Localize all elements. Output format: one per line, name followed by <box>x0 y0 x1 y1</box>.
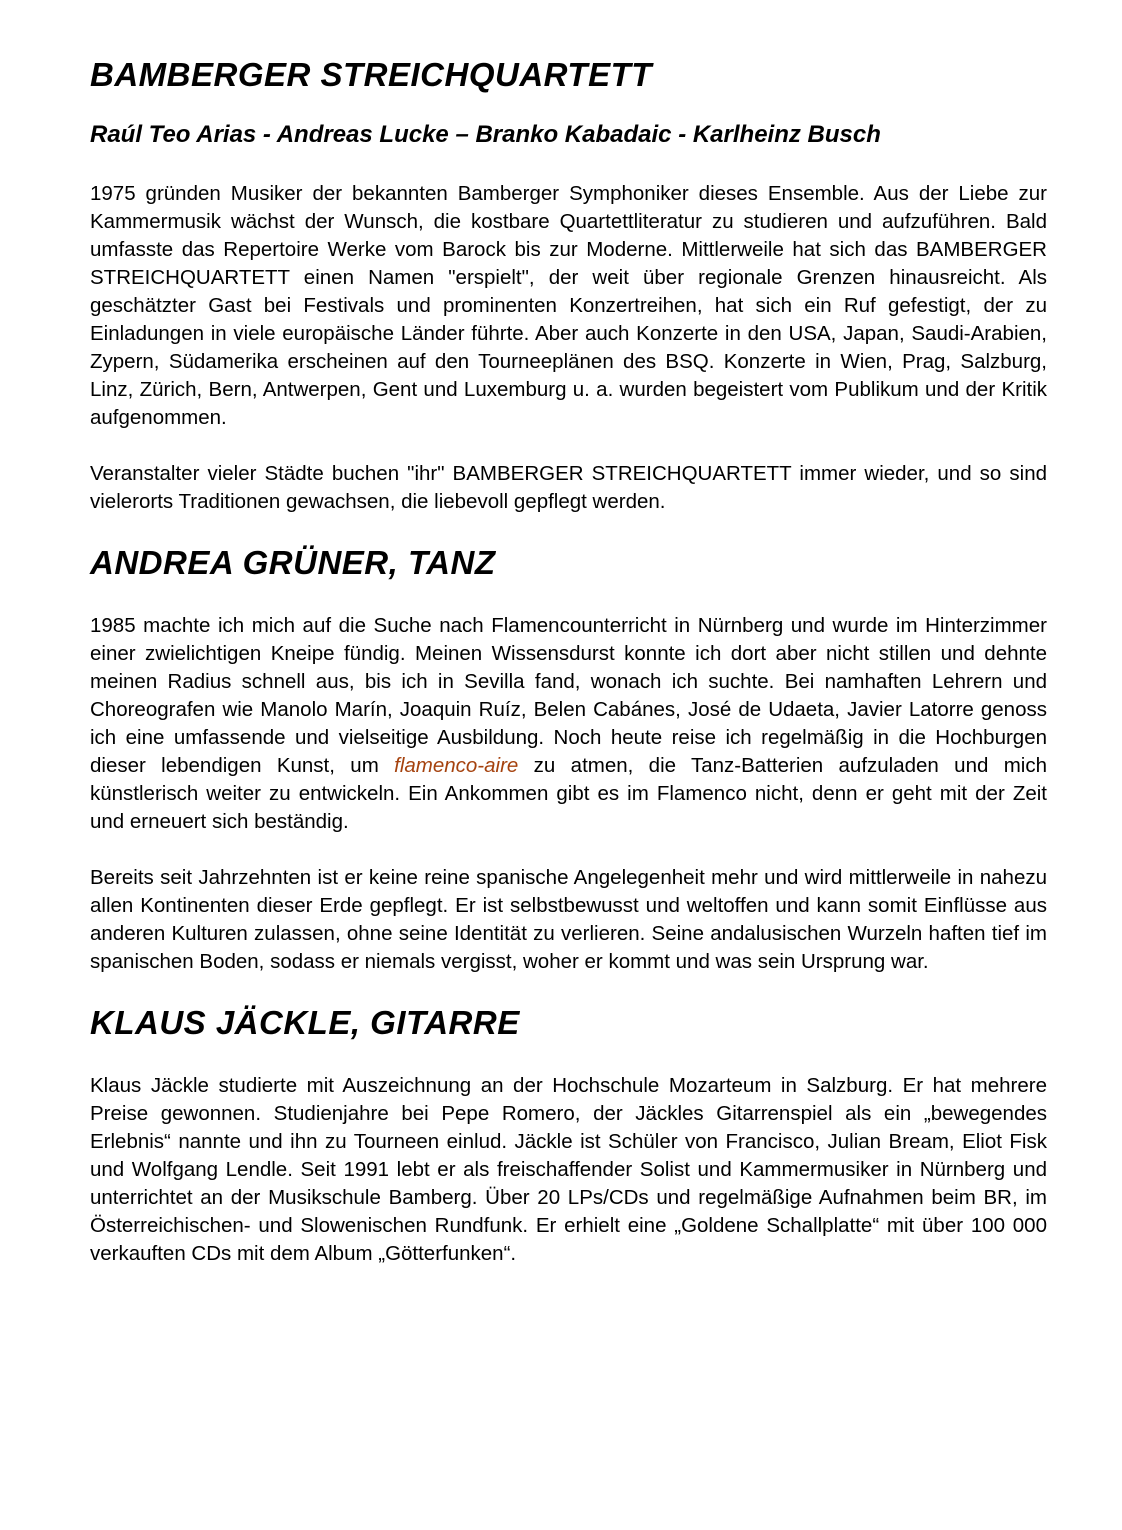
jaeckle-paragraph-1: Klaus Jäckle studierte mit Auszeichnung an der Hochschule Mozarteum in Salzburg. Er hat mehrere Preise gewonnen. Studienjahre bei Pepe Romero, der Jäckles Gitarrenspiel als ein „bewegendes Erlebnis“ nannte und ihn zu Tourneen einlud. Jäckle ist Schüler von Francisco, Julian Bream, Eliot Fisk und Wolfgang Lendle. Seit 1991 lebt er als freischaffender Solist und Kammermusiker in Nürnberg und unterrichtet an der Musikschule Bamberg. Über 20 LPs/CDs und regelmäßige Aufnahmen beim BR, im Österreichischen- und Slowenischen Rundfunk. Er erhielt eine „Goldene Schallplatte“ mit über 100 000 verkauften CDs mit dem Album „Götterfunken“. <box>90 1073 1047 1265</box>
bamberger-paragraph-2: Veranstalter vieler Städte buchen "ihr" BAMBERGER STREICHQUARTETT immer wieder, und so sind vielerorts Traditionen gewachsen, die liebevoll gepflegt werden. <box>90 461 1047 513</box>
gruener-paragraph-2: Bereits seit Jahrzehnten ist er keine reine spanische Angelegenheit mehr und wird mittlerweile in nahezu allen Kontinenten dieser Erde gepflegt. Er ist selbstbewusst und weltoffen und kann somit Einflüsse aus anderen Kulturen zulassen, ohne seine Identität zu verlieren. Seine andalusischen Wurzeln haften tief im spanischen Boden, sodass er niemals vergisst, woher er kommt und was sein Ursprung war. <box>90 865 1047 973</box>
gruener-paragraph-1-after: zu atmen, die Tanz-Batterien aufzuladen und mich künstlerisch weiter zu entwickeln. Ein Ankommen gibt es im Flamenco nicht, denn er geht mit der Zeit und erneuert sich beständig. <box>90 753 1048 833</box>
bamberger-paragraph-1: 1975 gründen Musiker der bekannten Bamberger Symphoniker dieses Ensemble. Aus der Liebe zur Kammermusik wächst der Wunsch, die kostbare Quartettliteratur zu studieren und aufzuführen. Bald umfasste das Repertoire Werke vom Barock bis zur Moderne. Mittlerweile hat sich das BAMBERGER STREICHQUARTETT einen Namen "erspielt", der weit über regionale Grenzen hinausreicht. Als geschätzter Gast bei Festivals und prominenten Konzertreihen, hat sich ein Ruf gefestigt, der zu Einladungen in viele europäische Länder führte. Aber auch Konzerte in den USA, Japan, Saudi-Arabien, Zypern, Südamerika erscheinen auf den Tourneeplänen des BSQ. Konzerte in Wien, Prag, Salzburg, Linz, Zürich, Bern, Antwerpen, Gent und Luxemburg u. a. wurden begeistert vom Publikum und der Kritik aufgenommen. <box>90 181 1047 429</box>
flamenco-aire-accent-term: flamenco-aire <box>394 753 519 777</box>
gruener-paragraph-1 <box>90 612 1047 836</box>
document-title: BAMBERGER STREICHQUARTETT <box>90 56 652 93</box>
section-heading-klaus-jaeckle: KLAUS JÄCKLE, GITARRE <box>90 1003 520 1041</box>
ensemble-members-subtitle: Raúl Teo Arias - Andreas Lucke – Branko Kabadaic - Karlheinz Busch <box>90 120 881 148</box>
gruener-paragraph-1-before: 1985 machte ich mich auf die Suche nach Flamencounterricht in Nürnberg und wurde im Hinterzimmer einer zwielichtigen Kneipe fündig. Meinen Wissensdurst konnte ich dort aber nicht stillen und dehnte meinen Radius schnell aus, bis ich in Sevilla fand, wonach ich suchte. Bei namhaften Lehrern und Choreografen wie Manolo Marín, Joaquin Ruíz, Belen Cabánes, José de Udaeta, Javier Latorre genoss ich eine umfassende und vielseitige Ausbildung. Noch heute reise ich regelmäßig in die Hochburgen dieser lebendigen Kunst, um <box>90 613 1047 777</box>
section-heading-andrea-gruener: ANDREA GRÜNER, TANZ <box>90 543 496 581</box>
